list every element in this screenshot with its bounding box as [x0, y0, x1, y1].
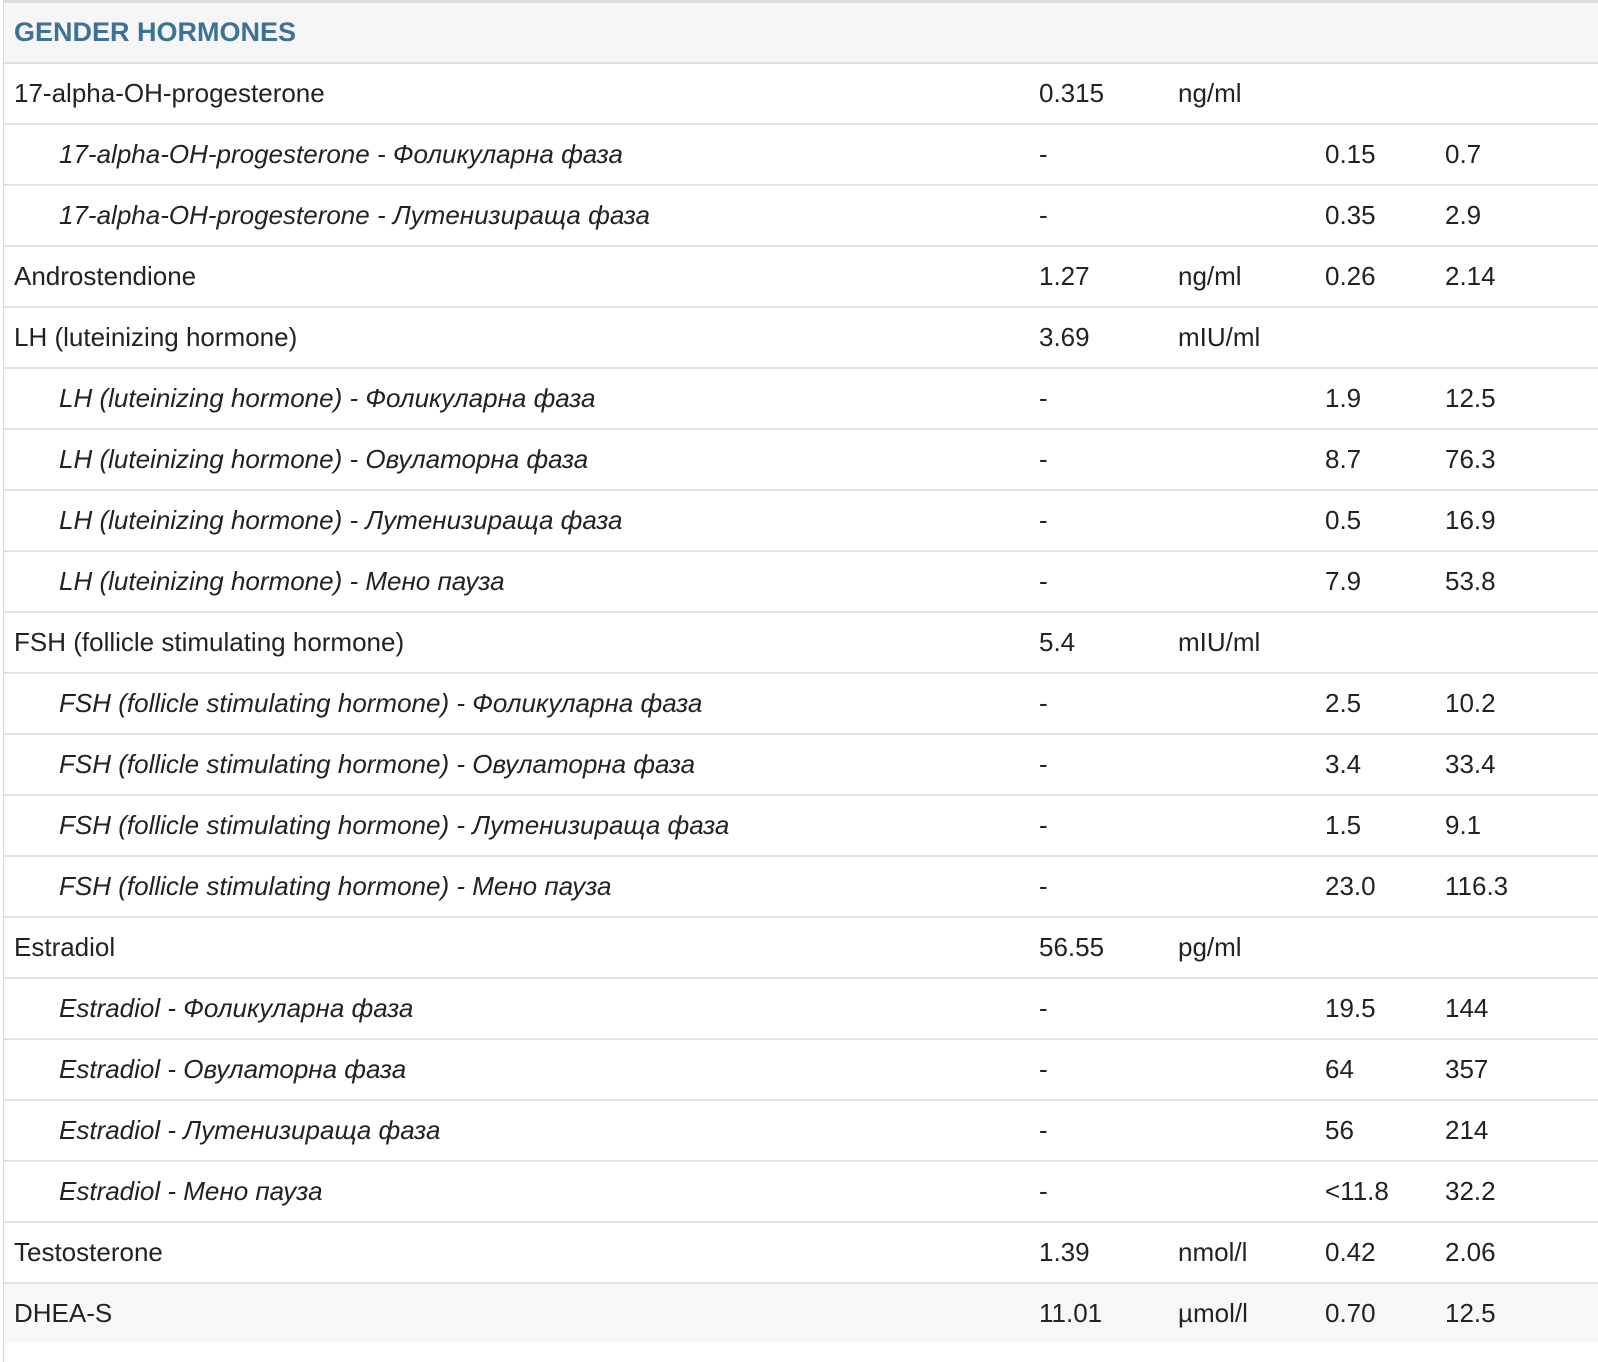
result-value-cell: - — [1031, 551, 1170, 612]
reference-min-cell: 64 — [1316, 1039, 1436, 1100]
result-value-cell: - — [1031, 124, 1170, 185]
reference-max-cell — [1436, 307, 1598, 368]
reference-max-cell: 9.1 — [1436, 795, 1598, 856]
test-name-cell: DHEA-S — [4, 1283, 1031, 1343]
reference-max-cell — [1436, 612, 1598, 673]
reference-min-cell: <11.8 — [1316, 1161, 1436, 1222]
result-value-cell: 1.27 — [1031, 246, 1170, 307]
reference-max-cell: 2.06 — [1436, 1222, 1598, 1283]
reference-min-cell: 19.5 — [1316, 978, 1436, 1039]
table-row-subrange — [4, 429, 1598, 490]
table-row-test — [4, 1283, 1598, 1343]
unit-cell — [1170, 368, 1316, 429]
result-value-cell: - — [1031, 1100, 1170, 1161]
unit-cell — [1170, 856, 1316, 917]
test-name-cell: Estradiol - Овулаторна фаза — [4, 1039, 1031, 1100]
result-value-cell: 5.4 — [1031, 612, 1170, 673]
table-row-test — [4, 612, 1598, 673]
reference-max-cell: 12.5 — [1436, 368, 1598, 429]
test-name-cell: LH (luteinizing hormone) — [4, 307, 1031, 368]
result-value-cell: 1.39 — [1031, 1222, 1170, 1283]
table-row-test — [4, 917, 1598, 978]
reference-max-cell — [1436, 64, 1598, 124]
test-name-cell: 17-alpha-OH-progesterone - Лутенизираща фаза — [4, 185, 1031, 246]
results-table-body — [4, 64, 1598, 1343]
unit-cell: ng/ml — [1170, 246, 1316, 307]
result-value-cell: 3.69 — [1031, 307, 1170, 368]
test-name-cell: Estradiol - Мено пауза — [4, 1161, 1031, 1222]
unit-cell: pg/ml — [1170, 917, 1316, 978]
test-name-cell: FSH (follicle stimulating hormone) — [4, 612, 1031, 673]
reference-max-cell: 33.4 — [1436, 734, 1598, 795]
reference-max-cell: 2.9 — [1436, 185, 1598, 246]
result-value-cell: - — [1031, 1161, 1170, 1222]
result-value-cell: - — [1031, 368, 1170, 429]
table-row-subrange — [4, 978, 1598, 1039]
reference-max-cell: 12.5 — [1436, 1283, 1598, 1343]
reference-max-cell: 16.9 — [1436, 490, 1598, 551]
table-row-subrange — [4, 368, 1598, 429]
unit-cell — [1170, 124, 1316, 185]
test-name-cell: 17-alpha-OH-progesterone - Фоликуларна фаза — [4, 124, 1031, 185]
test-name-cell: FSH (follicle stimulating hormone) - Мено пауза — [4, 856, 1031, 917]
reference-max-cell: 32.2 — [1436, 1161, 1598, 1222]
test-name-cell: LH (luteinizing hormone) - Фоликуларна фаза — [4, 368, 1031, 429]
reference-min-cell: 0.70 — [1316, 1283, 1436, 1343]
reference-max-cell: 2.14 — [1436, 246, 1598, 307]
reference-min-cell: 8.7 — [1316, 429, 1436, 490]
unit-cell: ng/ml — [1170, 64, 1316, 124]
result-value-cell: 0.315 — [1031, 64, 1170, 124]
reference-min-cell: 0.35 — [1316, 185, 1436, 246]
reference-max-cell: 144 — [1436, 978, 1598, 1039]
table-row-subrange — [4, 124, 1598, 185]
result-value-cell: - — [1031, 429, 1170, 490]
table-row-subrange — [4, 490, 1598, 551]
results-panel — [3, 0, 1598, 1362]
table-row-subrange — [4, 1100, 1598, 1161]
unit-cell: µmol/l — [1170, 1283, 1316, 1343]
result-value-cell: - — [1031, 795, 1170, 856]
reference-max-cell: 76.3 — [1436, 429, 1598, 490]
unit-cell — [1170, 673, 1316, 734]
result-value-cell: - — [1031, 978, 1170, 1039]
result-value-cell: - — [1031, 490, 1170, 551]
reference-min-cell — [1316, 612, 1436, 673]
reference-max-cell: 53.8 — [1436, 551, 1598, 612]
reference-min-cell: 0.26 — [1316, 246, 1436, 307]
reference-min-cell — [1316, 64, 1436, 124]
result-value-cell: 11.01 — [1031, 1283, 1170, 1343]
unit-cell — [1170, 185, 1316, 246]
test-name-cell: LH (luteinizing hormone) - Мено пауза — [4, 551, 1031, 612]
test-name-cell: LH (luteinizing hormone) - Овулаторна фаза — [4, 429, 1031, 490]
test-name-cell: FSH (follicle stimulating hormone) - Лутенизираща фаза — [4, 795, 1031, 856]
table-row-subrange — [4, 551, 1598, 612]
reference-min-cell: 2.5 — [1316, 673, 1436, 734]
reference-max-cell — [1436, 917, 1598, 978]
unit-cell — [1170, 734, 1316, 795]
table-row-subrange — [4, 795, 1598, 856]
reference-min-cell — [1316, 307, 1436, 368]
unit-cell: mIU/ml — [1170, 612, 1316, 673]
table-row-test — [4, 246, 1598, 307]
test-name-cell: Estradiol - Фоликуларна фаза — [4, 978, 1031, 1039]
test-name-cell: 17-alpha-OH-progesterone — [4, 64, 1031, 124]
test-name-cell: FSH (follicle stimulating hormone) - Овулаторна фаза — [4, 734, 1031, 795]
result-value-cell: - — [1031, 185, 1170, 246]
test-name-cell: Estradiol - Лутенизираща фаза — [4, 1100, 1031, 1161]
unit-cell — [1170, 978, 1316, 1039]
reference-max-cell: 10.2 — [1436, 673, 1598, 734]
reference-max-cell: 214 — [1436, 1100, 1598, 1161]
reference-min-cell: 56 — [1316, 1100, 1436, 1161]
unit-cell — [1170, 490, 1316, 551]
unit-cell — [1170, 429, 1316, 490]
unit-cell — [1170, 1161, 1316, 1222]
unit-cell: nmol/l — [1170, 1222, 1316, 1283]
table-row-subrange — [4, 734, 1598, 795]
result-value-cell: - — [1031, 856, 1170, 917]
section-title: GENDER HORMONES — [14, 17, 297, 47]
reference-min-cell: 3.4 — [1316, 734, 1436, 795]
reference-min-cell — [1316, 917, 1436, 978]
table-row-test — [4, 307, 1598, 368]
table-row-test — [4, 1222, 1598, 1283]
unit-cell — [1170, 795, 1316, 856]
table-row-subrange — [4, 673, 1598, 734]
unit-cell — [1170, 1100, 1316, 1161]
reference-min-cell: 0.42 — [1316, 1222, 1436, 1283]
test-name-cell: LH (luteinizing hormone) - Лутенизираща фаза — [4, 490, 1031, 551]
reference-min-cell: 7.9 — [1316, 551, 1436, 612]
table-row-subrange — [4, 185, 1598, 246]
reference-min-cell: 1.9 — [1316, 368, 1436, 429]
unit-cell — [1170, 1039, 1316, 1100]
table-row-subrange — [4, 1161, 1598, 1222]
table-row-subrange — [4, 1039, 1598, 1100]
section-header — [4, 3, 1598, 64]
reference-min-cell: 23.0 — [1316, 856, 1436, 917]
result-value-cell: - — [1031, 673, 1170, 734]
unit-cell — [1170, 551, 1316, 612]
reference-min-cell: 0.5 — [1316, 490, 1436, 551]
reference-min-cell: 0.15 — [1316, 124, 1436, 185]
reference-max-cell: 357 — [1436, 1039, 1598, 1100]
test-name-cell: Testosterone — [4, 1222, 1031, 1283]
results-table — [4, 64, 1598, 1343]
unit-cell: mIU/ml — [1170, 307, 1316, 368]
reference-max-cell: 116.3 — [1436, 856, 1598, 917]
result-value-cell: - — [1031, 1039, 1170, 1100]
table-row-subrange — [4, 856, 1598, 917]
test-name-cell: Androstendione — [4, 246, 1031, 307]
reference-max-cell: 0.7 — [1436, 124, 1598, 185]
result-value-cell: - — [1031, 734, 1170, 795]
test-name-cell: Estradiol — [4, 917, 1031, 978]
test-name-cell: FSH (follicle stimulating hormone) - Фоликуларна фаза — [4, 673, 1031, 734]
reference-min-cell: 1.5 — [1316, 795, 1436, 856]
table-row-test — [4, 64, 1598, 124]
result-value-cell: 56.55 — [1031, 917, 1170, 978]
